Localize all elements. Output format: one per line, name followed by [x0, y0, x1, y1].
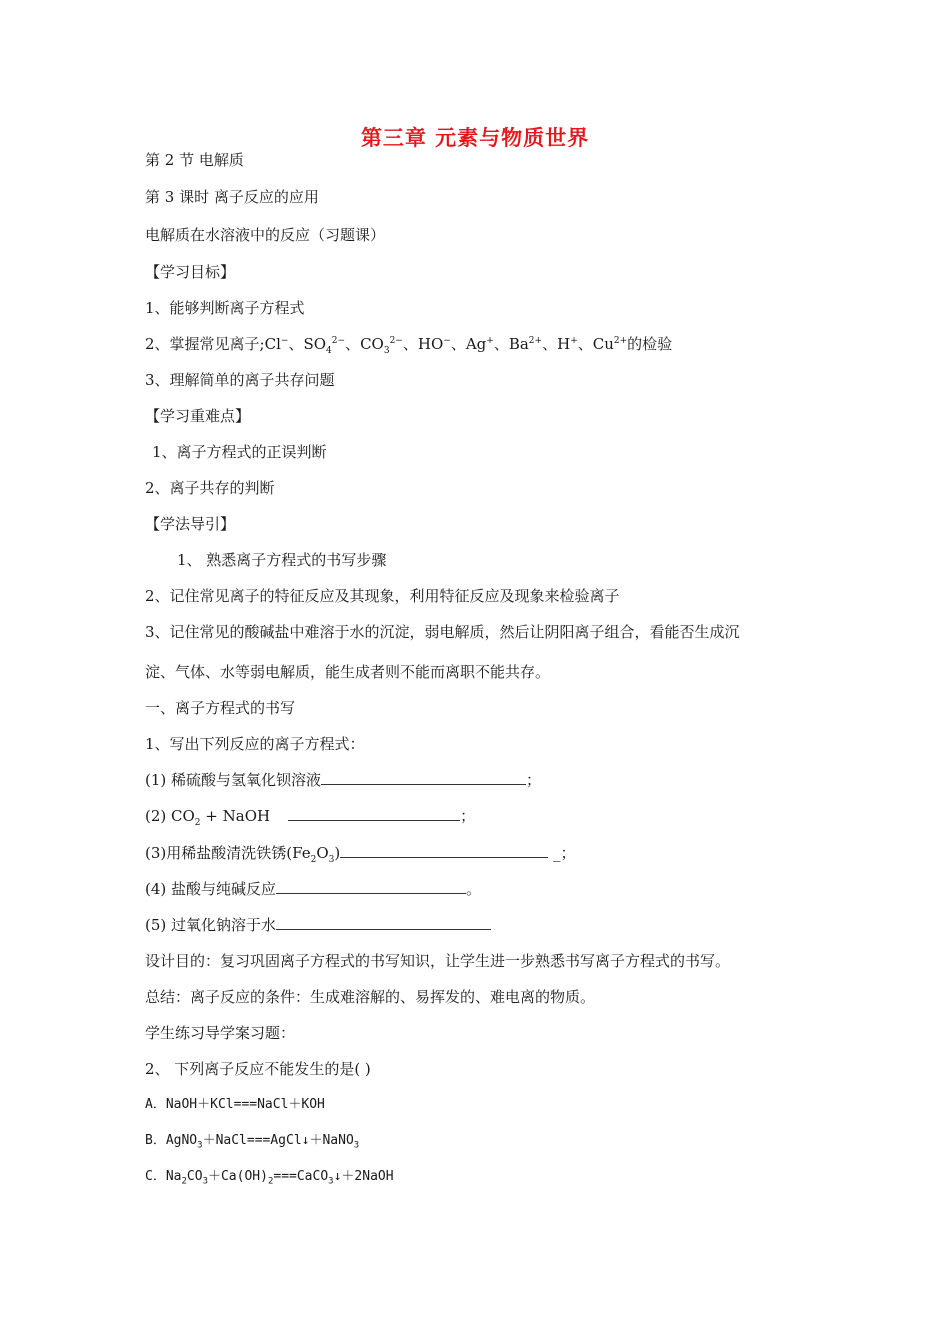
question-1-item-4	[145, 879, 481, 899]
summary: 总结：离子反应的条件：生成难溶解的、易挥发的、难电离的物质。	[145, 988, 596, 1006]
formula-part: C．Na	[145, 1169, 182, 1184]
formula-part: O	[316, 844, 329, 862]
formula-part: ＋Ca(OH)	[207, 1169, 268, 1184]
subscript: 3	[197, 1140, 203, 1151]
ion-subscript: 3	[383, 346, 390, 356]
chapter-title: 第三章 元素与物质世界	[360, 126, 590, 150]
ion-ag: Ag	[465, 335, 487, 353]
ion-charge: +	[570, 336, 578, 346]
method-item-2: 2、记住常见离子的特征反应及其现象，利用特征反应及现象来检验离子	[145, 587, 620, 605]
item-label-rest: + NaOH	[200, 807, 271, 825]
subscript: 2	[310, 855, 317, 865]
method-item-3-line-1: 3、记住常见的酸碱盐中难溶于水的沉淀，弱电解质，然后让阴阳离子组合，看能否生成沉	[145, 623, 740, 641]
item-label: (2) CO	[145, 807, 195, 825]
ion-cl: Cl	[264, 335, 281, 353]
subscript: 2	[267, 1176, 274, 1187]
formula-part: ＋NaCl===AgCl↓＋NaNO	[202, 1133, 354, 1148]
subscript: 3	[328, 855, 335, 865]
ion-ho: HO	[417, 335, 444, 353]
answer-blank[interactable]	[276, 915, 491, 930]
ion-charge: 2−	[331, 336, 346, 346]
item-label: (5) 过氧化钠溶于水	[145, 916, 277, 934]
question-1-item-1	[145, 770, 541, 790]
ion-ba: Ba	[508, 335, 529, 353]
answer-blank[interactable]	[276, 879, 466, 894]
question-1-item-5	[145, 915, 491, 935]
answer-blank[interactable]	[288, 806, 460, 821]
method-item-3-line-2: 淀、气体、水等弱电解质，能生成者则不能而离职不能共存。	[145, 663, 551, 681]
subscript: 3	[202, 1176, 208, 1187]
question-1-item-3	[145, 843, 576, 863]
goal-2-prefix: 2、掌握常见离子;	[145, 335, 265, 353]
separator: 、	[450, 335, 466, 353]
formula-part: ↓＋2NaOH	[333, 1169, 394, 1184]
method-heading: 【学法导引】	[145, 515, 236, 533]
goal-item-3: 3、理解简单的离子共存问题	[145, 371, 335, 389]
punctuation: 。	[466, 880, 482, 898]
ion-charge: 2+	[528, 336, 543, 346]
subscript: 2	[181, 1176, 187, 1187]
item-label: (4) 盐酸与纯碱反应	[145, 880, 277, 898]
item-label: (1) 稀硫酸与氢氧化钡溶液	[145, 771, 322, 789]
formula-part: ===CaCO	[273, 1169, 329, 1184]
goal-item-2	[145, 334, 672, 354]
method-item-1: 1、 熟悉离子方程式的书写步骤	[177, 551, 387, 569]
part-one-heading: 一、离子方程式的书写	[145, 699, 296, 717]
answer-blank[interactable]	[340, 843, 548, 858]
separator: 、	[402, 335, 418, 353]
question-1: 1、写出下列反应的离子方程式：	[145, 735, 365, 753]
formula-part: CO	[186, 1169, 203, 1184]
ion-h: H	[557, 335, 571, 353]
answer-blank[interactable]	[321, 770, 526, 785]
subscript: 3	[328, 1176, 334, 1187]
practice-heading: 学生练习导学案习题：	[145, 1024, 296, 1042]
goal-item-1: 1、能够判断离子方程式	[145, 299, 305, 317]
separator: 、	[577, 335, 593, 353]
section-heading: 第 2 节 电解质	[145, 151, 244, 169]
lesson-heading: 第 3 课时 离子反应的应用	[145, 188, 319, 206]
ion-charge: 2−	[389, 336, 403, 346]
separator: 、	[493, 335, 509, 353]
ion-charge: −	[443, 336, 451, 346]
design-purpose: 设计目的：复习巩固离子方程式的书写知识，让学生进一步熟悉书写离子方程式的书写。	[145, 952, 731, 970]
formula-part: )	[334, 844, 341, 862]
punctuation: ；	[460, 807, 476, 825]
formula-part: B．AgNO	[145, 1133, 198, 1148]
option-a: A．NaOH＋KCl===NaCl＋KOH	[145, 1097, 325, 1112]
separator: 、	[288, 335, 304, 353]
keypoints-heading: 【学习重难点】	[145, 407, 251, 425]
keypoint-item-1: 1、离子方程式的正误判断	[152, 443, 327, 461]
goal-2-suffix: 的检验	[627, 335, 673, 353]
question-1-item-2	[145, 806, 475, 826]
keypoint-item-2: 2、离子共存的判断	[145, 479, 275, 497]
goals-heading: 【学习目标】	[145, 263, 236, 281]
ion-so4: SO	[303, 335, 327, 353]
question-2: 2、 下列离子反应不能发生的是( )	[145, 1060, 371, 1078]
topic-heading: 电解质在水溶液中的反应（习题课）	[145, 226, 386, 244]
punctuation: ；	[526, 771, 542, 789]
ion-charge: 2+	[613, 336, 628, 346]
ion-cu: Cu	[592, 335, 614, 353]
ion-subscript: 4	[326, 346, 332, 356]
ion-charge: −	[280, 336, 289, 346]
separator: 、	[345, 335, 361, 353]
subscript: 2	[194, 818, 201, 828]
separator: 、	[542, 335, 558, 353]
punctuation: _；	[548, 844, 576, 862]
option-c	[145, 1167, 394, 1187]
subscript: 3	[353, 1140, 360, 1151]
ion-charge: +	[486, 336, 494, 346]
option-b	[145, 1131, 359, 1151]
item-label: (3)用稀盐酸清洗铁锈(Fe	[145, 844, 311, 862]
ion-co3: CO	[360, 335, 384, 353]
